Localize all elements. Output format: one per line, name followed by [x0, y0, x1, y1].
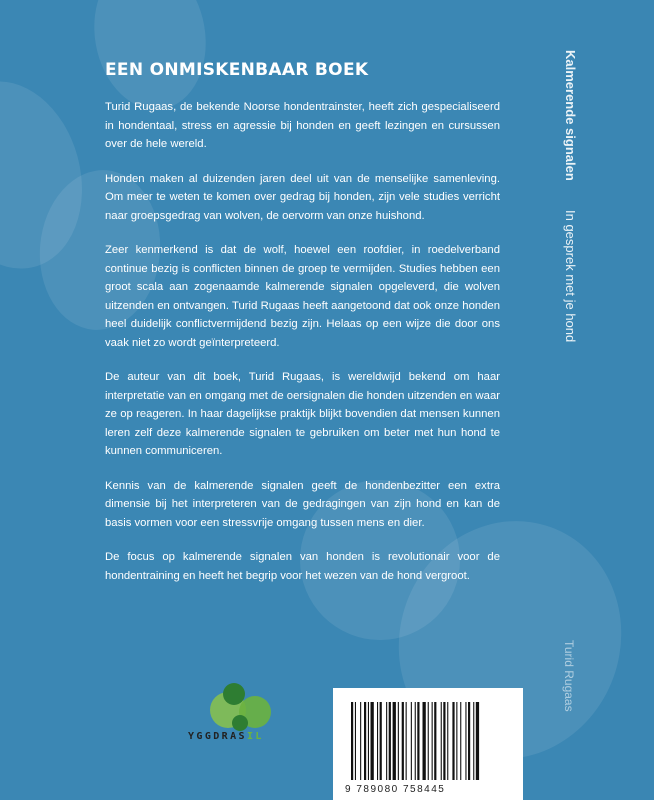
spine-title: Kalmerende signalen [563, 50, 578, 181]
blurb-paragraph: Honden maken al duizenden jaren deel uit van de menselijke samenleving. Om meer te weten te komen over gedrag bij honden, zijn vele studies verricht naar groepsgedrag van wolven, de oervorm van onze huishond. [105, 172, 500, 222]
barcode-panel [333, 688, 523, 800]
publisher-name [188, 731, 264, 742]
blurb-text [105, 98, 500, 601]
blurb-paragraph: De auteur van dit boek, Turid Rugaas, is wereldwijd bekend om haar interpretatie van en omgang met de oersignalen die honden uitzenden en waar ze op reageren. In haar dagelijkse praktijk blijkt bovendien dat mensen kunnen leren zelf deze kalmerende signalen te gebruiken om beter met hun hond te kunnen communiceren. [105, 371, 500, 457]
blurb-paragraph: Kennis van de kalmerende signalen geeft de hondenbezitter een extra dimensie bij het interpreteren van de gedragingen van zijn hond en kan de basis vormen voor een stressvrije omgang tussen mens en dier. [105, 479, 500, 529]
spine-subtitle: In gesprek met je hond [563, 210, 578, 343]
publisher-logo-icon [200, 680, 290, 755]
blurb-paragraph: Turid Rugaas, de bekende Noorse hondentrainster, heeft zich gespecialiseerd in hondentaal, stress en agressie bij honden en geeft lezingen en cursussen over de hele wereld. [105, 101, 500, 150]
cover-title: EEN ONMISKENBAAR BOEK [105, 60, 369, 80]
spine-author: Turid Rugaas [562, 640, 576, 712]
barcode-icon [343, 698, 513, 782]
blurb-paragraph: De focus op kalmerende signalen van honden is revolutionair voor de hondentraining en heeft het begrip voor het wezen van de hond vergroot. [105, 551, 500, 582]
blurb-paragraph: Zeer kenmerkend is dat de wolf, hoewel een roofdier, in roedelverband continue bezig is conflicten binnen de groep te vermijden. Studies hebben een groot scala aan zogenaamde kalmerende signalen opgeleverd, die wolven uitzenden en ontvangen. Turid Rugaas heeft aangetoond dat ook onze honden heel duidelijk conflictvermijdend bezig zijn. Helaas op een wijze die door ons vaak niet zo wordt geïnterpreteerd. [105, 244, 500, 349]
publisher-name-accent: IL [246, 731, 264, 742]
publisher-name-main: YGGDRAS [188, 731, 247, 742]
isbn-number: 9 789080 758445 [345, 784, 446, 795]
